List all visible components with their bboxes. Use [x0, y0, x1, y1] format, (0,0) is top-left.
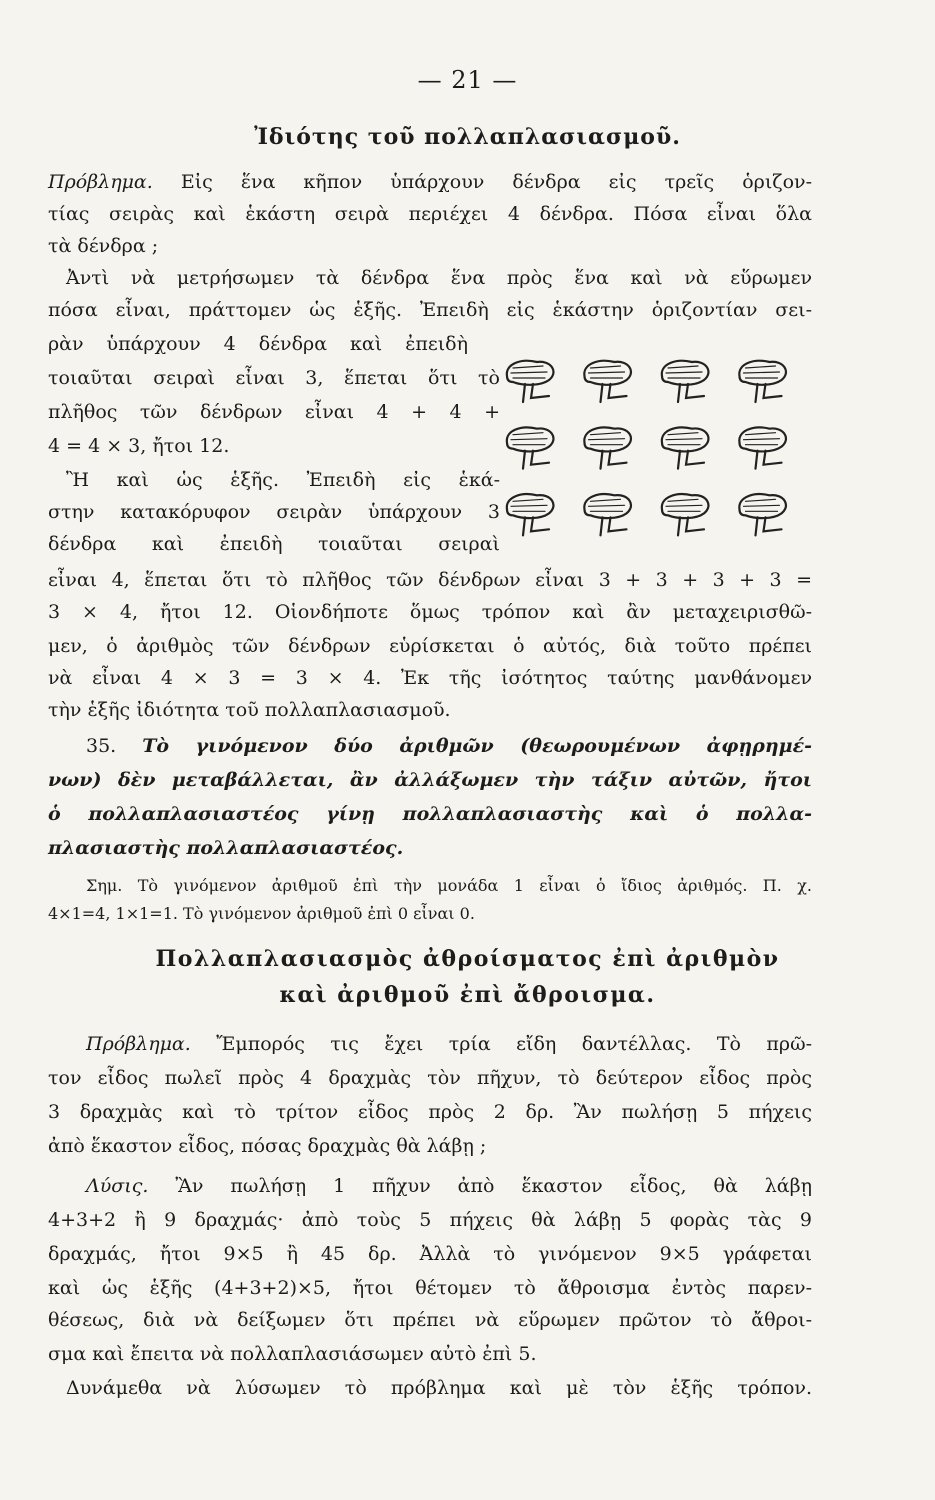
tree-sketch	[739, 494, 786, 535]
rule35-line: 35. Τὸ γινόμενον δύο ἀριθμῶν (θεωρουμένων ἀφῃρημέ-	[86, 735, 813, 757]
section-heading-distributive: Πολλαπλασιασμὸς ἀθροίσματος ἐπὶ ἀριθμὸν	[155, 946, 780, 972]
section-heading-commutativity: Ἰδιότης τοῦ πολλαπλασιασμοῦ.	[254, 124, 681, 150]
problem1-line: στην κατακόρυφον σειρὰν ὑπάρχουν 3	[48, 501, 500, 523]
problem2-lead: Πρόβλημα.	[86, 1033, 191, 1055]
page-number: — 21 —	[417, 66, 518, 94]
problem2-line: 3 δραχμὰς καὶ τὸ τρίτον εἶδος πρὸς 2 δρ. Ἂν πωλήσῃ 5 πήχεις	[48, 1101, 812, 1123]
problem1-line: 4 = 4 × 3, ἤτοι 12.	[48, 435, 230, 457]
problem1-line: μεν, ὁ ἀριθμὸς τῶν δένδρων εὑρίσκεται ὁ αὐτός, διὰ τοῦτο πρέπει	[48, 635, 812, 657]
tree-sketch	[584, 361, 631, 402]
tree-sketch	[662, 427, 709, 468]
problem2-line: Πρόβλημα. Ἔμπορός τις ἔχει τρία εἴδη δαντέλλας. Τὸ πρῶ-	[86, 1033, 812, 1055]
tree-sketch	[584, 427, 631, 468]
tree-sketch	[739, 427, 786, 468]
problem1-line: νὰ εἶναι 4 × 3 = 3 × 4. Ἐκ τῆς ἰσότητος ταύτης μανθάνομεν	[48, 667, 812, 689]
problem1-line: Ἀντὶ νὰ μετρήσωμεν τὰ δένδρα ἕνα πρὸς ἕνα καὶ νὰ εὕρωμεν	[66, 267, 812, 289]
solution-line: 4+3+2 ἢ 9 δραχμάς· ἀπὸ τοὺς 5 πήχεις θὰ λάβῃ 5 φορὰς τὰς 9	[48, 1209, 812, 1231]
problem2-line: ἀπὸ ἕκαστον εἶδος, πόσας δραχμὰς θὰ λάβῃ ;	[48, 1135, 487, 1157]
solution-line: δραχμάς, ἤτοι 9×5 ἢ 45 δρ. Ἀλλὰ τὸ γινόμενον 9×5 γράφεται	[48, 1243, 812, 1265]
problem1-line: πόσα εἶναι, πράττομεν ὡς ἑξῆς. Ἐπειδὴ εἰς ἑκάστην ὁριζοντίαν σει-	[48, 299, 812, 321]
solution-line: σμα καὶ ἔπειτα νὰ πολλαπλασιάσωμεν αὐτὸ ἐπὶ 5.	[48, 1343, 537, 1365]
note-line: 4×1=4, 1×1=1. Τὸ γινόμενον ἀριθμοῦ ἐπὶ 0 εἶναι 0.	[48, 904, 475, 923]
problem1-line: τοιαῦται σειραὶ εἶναι 3, ἕπεται ὅτι τὸ	[48, 367, 500, 389]
rule35-line: ὁ πολλαπλασιαστέος γίνῃ πολλαπλασιαστὴς καὶ ὁ πολλα-	[48, 803, 812, 825]
section-heading-distributive-2: καὶ ἀριθμοῦ ἐπὶ ἄθροισμα.	[279, 982, 656, 1008]
rule35-number: 35.	[86, 735, 117, 757]
problem1-line: εἶναι 4, ἕπεται ὅτι τὸ πλῆθος τῶν δένδρων εἶναι 3 + 3 + 3 + 3 =	[48, 569, 812, 591]
problem1-line: ρὰν ὑπάρχουν 4 δένδρα καὶ ἐπειδὴ	[48, 333, 468, 355]
trees-grid-figure	[495, 352, 805, 552]
problem2-line: τον εἶδος πωλεῖ πρὸς 4 δραχμὰς τὸν πῆχυν, τὸ δεύτερον εἶδος πρὸς	[48, 1067, 812, 1089]
problem1-line: Ἢ καὶ ὡς ἑξῆς. Ἐπειδὴ εἰς ἑκά-	[66, 469, 500, 491]
tree-sketch	[507, 494, 554, 535]
problem1-line: τίας σειρὰς καὶ ἑκάστη σειρὰ περιέχει 4 δένδρα. Πόσα εἶναι ὅλα	[48, 203, 812, 225]
rule35-line: πλασιαστὴς πολλαπλασιαστέος.	[48, 837, 404, 859]
solution-line: Λύσις. Ἂν πωλήσῃ 1 πῆχυν ἀπὸ ἕκαστον εἶδος, θὰ λάβῃ	[86, 1175, 812, 1197]
problem1-line: τὰ δένδρα ;	[48, 235, 159, 257]
tree-sketch	[584, 494, 631, 535]
rule35-line: νων) δὲν μεταβάλλεται, ἂν ἀλλάξωμεν τὴν τάξιν αὐτῶν, ἤτοι	[48, 769, 812, 791]
problem1-line: δένδρα καὶ ἐπειδὴ τοιαῦται σειραὶ	[48, 533, 500, 555]
note-line: Σημ. Τὸ γινόμενον ἀριθμοῦ ἐπὶ τὴν μονάδα 1 εἶναι ὁ ἴδιος ἀριθμός. Π. χ.	[86, 876, 812, 895]
solution-line: καὶ ὡς ἑξῆς (4+3+2)×5, ἤτοι θέτομεν τὸ ἄθροισμα ἐντὸς παρεν-	[48, 1277, 812, 1299]
solution-line: θέσεως, διὰ νὰ δείξωμεν ὅτι πρέπει νὰ εὕρωμεν πρῶτον τὸ ἄθροι-	[48, 1309, 812, 1331]
problem1-line: Πρόβλημα. Εἰς ἕνα κῆπον ὑπάρχουν δένδρα εἰς τρεῖς ὁριζον-	[48, 171, 812, 193]
tree-sketch	[507, 361, 554, 402]
tree-sketch	[739, 361, 786, 402]
tree-sketch	[507, 427, 554, 468]
tree-sketch	[662, 361, 709, 402]
tree-sketch	[662, 494, 709, 535]
solution-lead: Λύσις.	[86, 1175, 149, 1197]
problem1-line: πλῆθος τῶν δένδρων εἶναι 4 + 4 +	[48, 401, 500, 423]
problem1-line: τὴν ἑξῆς ἰδιότητα τοῦ πολλαπλασιασμοῦ.	[48, 699, 451, 721]
problem1-lead: Πρόβλημα.	[48, 171, 153, 193]
solution-line: Δυνάμεθα νὰ λύσωμεν τὸ πρόβλημα καὶ μὲ τὸν ἑξῆς τρόπον.	[66, 1377, 812, 1399]
problem1-line: 3 × 4, ἤτοι 12. Οἱονδήποτε ὅμως τρόπον καὶ ἂν μεταχειρισθῶ-	[48, 601, 812, 623]
